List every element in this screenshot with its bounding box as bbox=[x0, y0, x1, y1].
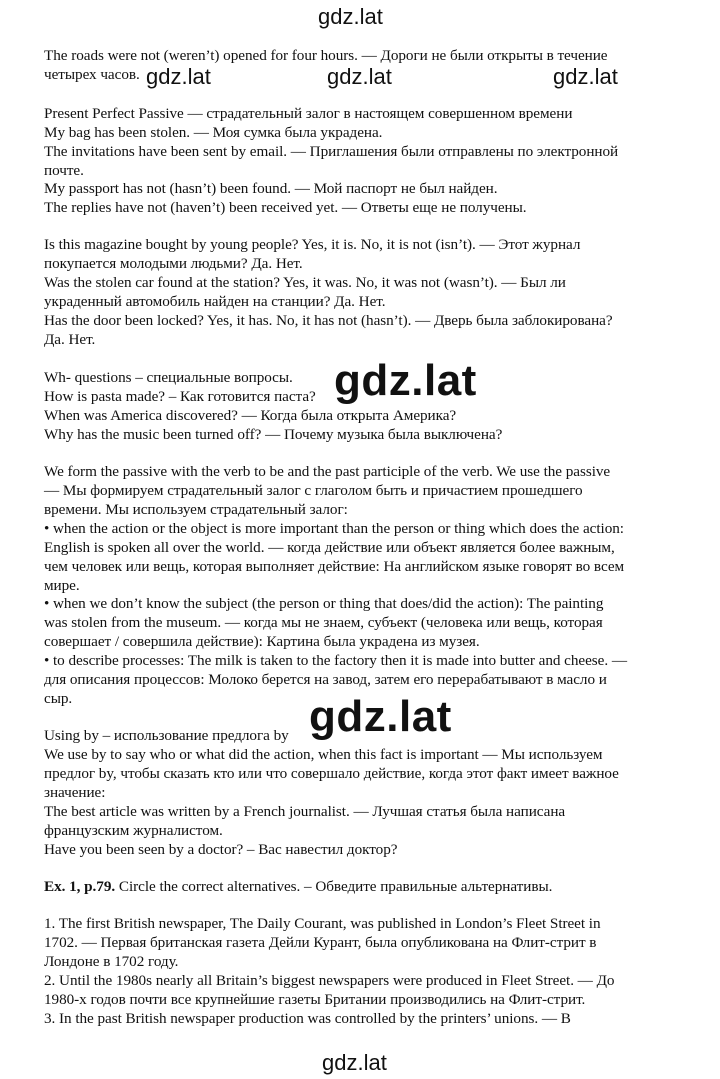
text-line: времени. Мы используем страдательный залог: bbox=[44, 501, 348, 518]
watermark-row-right: gdz.lat bbox=[553, 64, 618, 89]
text-line: Why has the music been turned off? — Почему музыка была выключена? bbox=[44, 426, 503, 443]
text-line: • to describe processes: The milk is taken to the factory then it is made into butter and cheese. — bbox=[44, 652, 627, 669]
text-line: When was America discovered? — Когда была открыта Америка? bbox=[44, 407, 457, 424]
text-line: • when the action or the object is more important than the person or thing which does the action: bbox=[44, 520, 624, 537]
exercise-instruction: Circle the correct alternatives. – Обведите правильные альтернативы. bbox=[118, 878, 553, 895]
text-line: 1702. — Первая британская газета Дейли Курант, была опубликована на Флит-стрит в bbox=[44, 934, 597, 951]
text-line: 1980-х годов почти все крупнейшие газеты Британии производились на Флит-стрит. bbox=[44, 991, 586, 1008]
text-line: Have you been seen by a doctor? – Вас навестил доктор? bbox=[44, 841, 398, 858]
watermark-top: gdz.lat bbox=[318, 4, 383, 29]
text-line: How is pasta made? – Как готовится паста? bbox=[44, 388, 316, 405]
section-heading: Using by – использование предлога by bbox=[44, 727, 289, 744]
section-heading: Present Perfect Passive — страдательный залог в настоящем совершенном времени bbox=[44, 105, 573, 122]
text-line: чем человек или вещь, которая выполняет действие: На английском языке говорят во всем bbox=[44, 558, 625, 575]
text-line: для описания процессов: Молоко берется на завод, затем его перерабатывают в масло и bbox=[44, 671, 607, 688]
exercise-ref: Ex. 1, p.79. bbox=[44, 878, 116, 895]
text-line: украденный автомобиль найден на станции? Да. Нет. bbox=[44, 293, 386, 310]
text-line: English is spoken all over the world. — когда действие или объект является более важным, bbox=[44, 539, 615, 556]
text-line: французским журналистом. bbox=[44, 822, 223, 839]
text-line: 2. Until the 1980s nearly all Britain’s biggest newspapers were produced in Fleet Street. — До bbox=[44, 972, 615, 989]
watermark-row-left: gdz.lat bbox=[146, 64, 211, 89]
text-line: was stolen from the museum. — когда мы не знаем, субъект (человека или вещь, которая bbox=[44, 614, 603, 631]
text-line: совершает / совершила действие): Картина была украдена из музея. bbox=[44, 633, 480, 650]
text-line: My passport has not (hasn’t) been found. — Мой паспорт не был найден. bbox=[44, 180, 498, 197]
text-line: сыр. bbox=[44, 690, 73, 707]
text-line: The roads were not (weren’t) opened for four hours. — Дороги не были открыты в течение bbox=[44, 47, 608, 64]
text-line: • when we don’t know the subject (the person or thing that does/did the action): The painting bbox=[44, 595, 604, 612]
watermark-big-1: gdz.lat bbox=[334, 356, 477, 405]
text-line: покупается молодыми людьми? Да. Нет. bbox=[44, 255, 303, 272]
text-line: We form the passive with the verb to be and the past participle of the verb. We use the passive bbox=[44, 463, 611, 480]
watermark-bottom: gdz.lat bbox=[322, 1050, 387, 1075]
text-line: почте. bbox=[44, 162, 84, 179]
text-line: 1. The first British newspaper, The Daily Courant, was published in London’s Fleet Street in bbox=[44, 915, 601, 932]
text-line: Да. Нет. bbox=[44, 331, 96, 348]
text-line: мире. bbox=[44, 577, 80, 594]
text-line: четырех часов. bbox=[44, 66, 140, 83]
watermark-big-2: gdz.lat bbox=[309, 692, 452, 741]
text-line: Has the door been locked? Yes, it has. No, it has not (hasn’t). — Дверь была заблокирована? bbox=[44, 312, 613, 329]
text-line: 3. In the past British newspaper production was controlled by the printers’ unions. — В bbox=[44, 1010, 571, 1027]
text-line: Лондоне в 1702 году. bbox=[44, 953, 179, 970]
text-line: Is this magazine bought by young people? Yes, it is. No, it is not (isn’t). — Этот журнал bbox=[44, 236, 581, 253]
text-line: Was the stolen car found at the station? Yes, it was. No, it was not (wasn’t). — Был ли bbox=[44, 274, 566, 291]
text-line: The replies have not (haven’t) been received yet. — Ответы еще не получены. bbox=[44, 199, 527, 216]
section-heading: Wh- questions – специальные вопросы. bbox=[44, 369, 293, 386]
text-line: We use by to say who or what did the action, when this fact is important — Мы используем bbox=[44, 746, 603, 763]
text-line: The best article was written by a French journalist. — Лучшая статья была написана bbox=[44, 803, 566, 820]
text-line: предлог by, чтобы сказать кто или что совершало действие, когда этот факт имеет важное bbox=[44, 765, 619, 782]
text-line: My bag has been stolen. — Моя сумка была украдена. bbox=[44, 124, 383, 141]
watermark-row-mid: gdz.lat bbox=[327, 64, 392, 89]
text-line: — Мы формируем страдательный залог с глаголом быть и причастием прошедшего bbox=[44, 482, 583, 499]
exercise-heading bbox=[44, 877, 552, 896]
text-line: The invitations have been sent by email. — Приглашения были отправлены по электронной bbox=[44, 143, 619, 160]
text-line: значение: bbox=[44, 784, 106, 801]
